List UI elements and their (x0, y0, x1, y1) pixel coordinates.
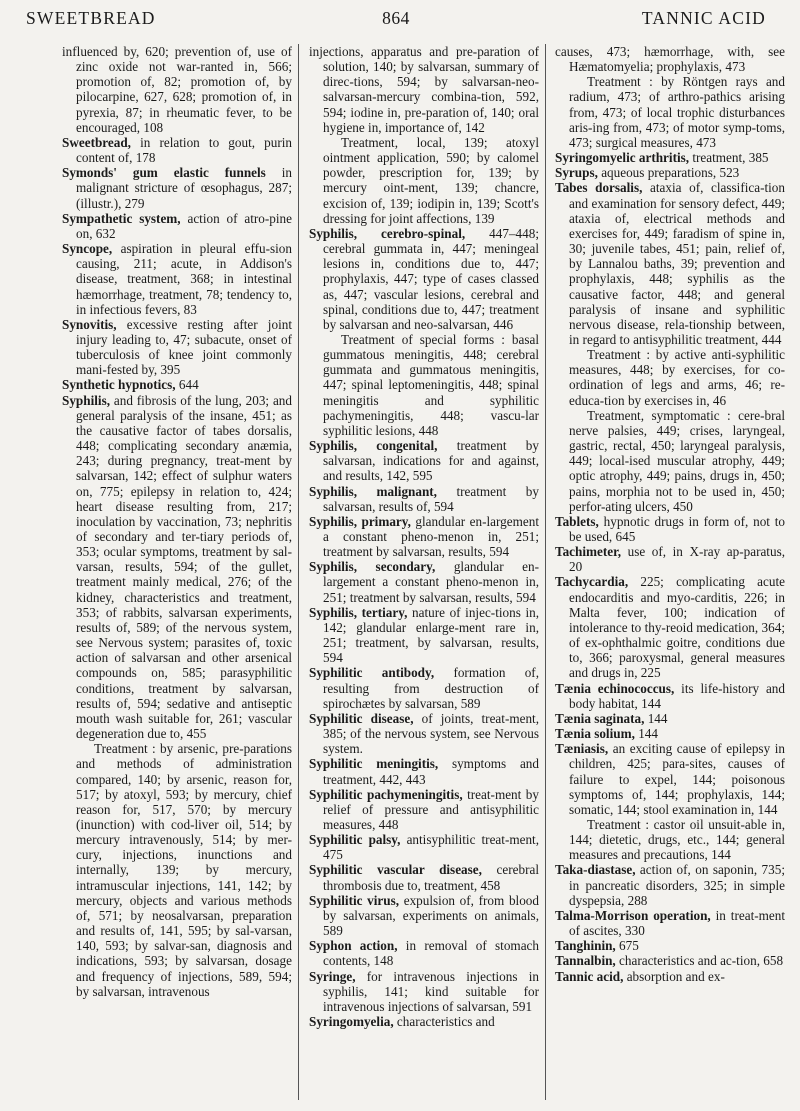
entry-headword: Tablets, (555, 513, 599, 529)
index-column-3 (555, 44, 785, 1104)
entry-text: hypnotic drugs in form of, not to be used, 645 (569, 513, 785, 544)
index-entry (309, 832, 539, 862)
entry-headword: Syphilitic disease, (309, 710, 414, 726)
index-entry (309, 1014, 539, 1029)
index-entry (555, 726, 785, 741)
index-entry (309, 438, 539, 483)
entry-headword: Syphilitic palsy, (309, 832, 401, 848)
index-subentry (309, 332, 539, 438)
index-entry (309, 711, 539, 756)
entry-text: aspiration in pleural effu-sion causing, 211; acute, in Addison's disease, treatment, 368; in intestinal hæmorrhage, treatment, 78; tendency to, in infectious fevers, 83 (76, 241, 292, 317)
index-entry (62, 393, 292, 742)
index-entry (62, 317, 292, 378)
index-entry (62, 377, 292, 392)
entry-text: excessive resting after joint injury leading to, 47; subacute, onset of tuberculosis of knee joint commonly mani-fested by, 395 (76, 316, 292, 378)
entry-text: 225; complicating acute endocarditis and myo-carditis, 226; in Malta fever, 100; indication of intolerance to thy-reoid medication, 364; of ex-ophthalmic goitre, conditions due to, 366; paroxysmal, general measures and drugs in, 225 (569, 574, 785, 681)
index-entry (309, 862, 539, 892)
index-entry (62, 165, 292, 210)
index-entry (309, 226, 539, 332)
entry-text: aqueous preparations, 523 (597, 165, 740, 181)
index-subentry (555, 347, 785, 408)
entry-text: use of, in X-ray ap-paratus, 20 (569, 544, 785, 575)
entry-text: in treat-ment of ascites, 330 (569, 907, 785, 939)
entry-headword: Tachycardia, (555, 574, 629, 590)
entry-text: Treatment of special forms : basal gummatous meningitis, 448; cerebral gummata and gummatous meningitis, 447; spinal leptomeningitis, 448; spinal meningitis and syphilitic pachymeningitis, 448; vascu-lar syphilitic lesions, 448 (323, 331, 539, 438)
header-right-guide-word: TANNIC ACID (641, 8, 766, 28)
entry-headword: Syphilitic virus, (309, 892, 400, 908)
entry-text: 644 (175, 377, 199, 393)
index-entry (309, 484, 539, 514)
index-entry (555, 938, 785, 953)
index-subentry (62, 741, 292, 999)
entry-headword: Symonds' gum elastic funnels (62, 165, 266, 181)
index-entry (309, 969, 539, 1014)
entry-text: cerebral thrombosis due to, treatment, 458 (323, 862, 539, 893)
entry-text: in removal of stomach contents, 148 (323, 938, 539, 969)
entry-headword: Syphilis, malignant, (309, 483, 437, 499)
entry-headword: Tænia saginata, (555, 710, 645, 726)
entry-text: influenced by, 620; prevention of, use of zinc oxide not war-ranted in, 566; promotion of, 82; promotion of, by pilocarpine, 627, 628; promotion of, in pyrexia, 87; in rheumatic fever, to be encouraged, 108 (62, 44, 292, 135)
entry-headword: Syphilis, (62, 392, 111, 408)
entry-text: for intravenous injections in syphilis, 141; kind suitable for intravenous injections of salvarsan, 591 (323, 968, 539, 1014)
entry-text: absorption and ex- (623, 968, 725, 984)
index-column-2 (309, 44, 539, 1104)
entry-headword: Synovitis, (62, 316, 117, 332)
entry-text: Treatment : by active anti-syphilitic measures, 448; by exercises, for co-ordination of legs and arms, 46; re-educa-tion by exercises in, 46 (569, 347, 785, 408)
index-entry (555, 969, 785, 984)
entry-headword: Sweetbread, (62, 134, 131, 150)
entry-text: formation of, resulting from destruction of spirochætes by salvarsan, 589 (323, 665, 539, 711)
entry-headword: Syphilitic antibody, (309, 665, 435, 681)
index-entry (555, 165, 785, 180)
entry-headword: Tannalbin, (555, 953, 616, 969)
index-entry (555, 908, 785, 938)
index-entry (555, 44, 785, 74)
entry-text: treatment by salvarsan, indications for and against, and results, 142, 595 (323, 438, 539, 484)
entry-headword: Syphilis, tertiary, (309, 604, 408, 620)
entry-headword: Tachimeter, (555, 544, 622, 560)
entry-text: 144 (634, 726, 658, 742)
entry-text: Treatment, local, 139; atoxyl ointment application, 590; by calomel powder, prescription for, 139; by mercury oint-ment, 139; chancre, excision of, 139; iodipin in, 139; Scott's dressing for joint affections, 139 (323, 134, 539, 226)
index-subentry (309, 135, 539, 226)
entry-text: symptoms and treatment, 442, 443 (323, 756, 539, 787)
entry-headword: Syphilis, congenital, (309, 438, 438, 454)
entry-headword: Syrups, (555, 165, 598, 181)
entry-headword: Tanghinin, (555, 938, 616, 954)
entry-text: Treatment : by Röntgen rays and radium, 473; of arthro-pathics arising from, 473; of local trophic disturbances aris-ing from, 473; of motor symp-toms, 473; surgical measures, 473 (569, 74, 785, 150)
index-entry (309, 665, 539, 710)
header-left-guide-word: SWEETBREAD (26, 8, 156, 28)
entry-headword: Taka-diastase, (555, 862, 636, 878)
entry-text: injections, apparatus and pre-paration of solution, 140; by salvarsan, summary of direc-tions, 594; by salvarsan-neo-salvarsan-mercury combina-tion, 592, 594; iodine in, pre-paration of, 140; oral hygiene in, importance of, 142 (309, 44, 539, 135)
entry-headword: Syphon action, (309, 938, 398, 954)
entry-headword: Syncope, (62, 241, 113, 257)
index-entry (309, 514, 539, 559)
entry-text: glandular en-largement a constant pheno-menon in, 251; treatment by salvarsan, results, 594 (323, 559, 539, 605)
index-entry (309, 605, 539, 666)
index-entry (555, 574, 785, 680)
entry-headword: Syphilitic vascular disease, (309, 862, 482, 878)
index-subentry (555, 817, 785, 862)
index-entry (555, 150, 785, 165)
entry-text: of joints, treat-ment, 385; of the nervous system, see Nervous system. (323, 710, 539, 757)
entry-headword: Tæniasis, (555, 741, 609, 757)
index-entry (555, 544, 785, 574)
index-entry (309, 559, 539, 604)
index-entry (62, 241, 292, 317)
index-entry (309, 893, 539, 938)
entry-text: and fibrosis of the lung, 203; and general paralysis of the insane, 451; as the causative factor of tabes dorsalis, 448; complicating secondary anæmia, 243; during pregnancy, treat-ment by salvarsan, 142; effect of sulphur waters on, 775; epilepsy in relation to, 424; heart disease resulting from, 217; inoculation by vaccination, 73; nephritis of secondary and ter-tiary periods of, 353; ocular symptoms, treatment by sal-varsan, results, 594; of the gullet, treatment mainly medical, 276; of the kidney, characteristics and treatment, 353; of rabbits, salvarsan experiments, results of, 589; of the nervous system, see Nervous system; parasites of, toxic action of salvarsan and other arsenical compounds on, 585; parasyphilitic conditions, treatment by salvarsan, results of, 594; sedative and antiseptic mouth wash suitable for, 261; vascular degeneration due to, 455 (76, 392, 292, 742)
entry-headword: Synthetic hypnotics, (62, 377, 176, 393)
entry-headword: Tannic acid, (555, 968, 624, 984)
entry-text: Treatment : castor oil unsuit-able in, 144; dietetic, drugs, etc., 144; general measures and precautions, 144 (569, 816, 785, 863)
index-entry (555, 681, 785, 711)
entry-text: antisyphilitic treat-ment, 475 (323, 832, 539, 863)
entry-headword: Syringomyelia, (309, 1014, 394, 1029)
entry-headword: Syphilis, cerebro-spinal, (309, 225, 466, 241)
entry-text: treatment, 385 (689, 150, 769, 166)
entry-text: action of, on saponin, 735; in pancreatic disorders, 325; in simple dyspepsia, 288 (569, 862, 785, 908)
entry-headword: Syphilitic meningitis, (309, 756, 439, 772)
entry-headword: Syphilis, secondary, (309, 559, 436, 575)
entry-headword: Tænia solium, (555, 726, 635, 742)
index-entry (555, 711, 785, 726)
index-entry (309, 938, 539, 968)
column-divider (298, 44, 299, 1100)
entry-text: its life-history and body habitat, 144 (569, 680, 785, 711)
index-entry (309, 756, 539, 786)
entry-text: causes, 473; hæmorrhage, with, see Hæmatomyelia; prophylaxis, 473 (555, 44, 785, 75)
entry-text: characteristics and ac-tion, 658 (615, 953, 784, 969)
index-subentry (555, 74, 785, 150)
index-entry (309, 44, 539, 135)
index-entry (62, 44, 292, 135)
index-entry (555, 180, 785, 347)
entry-text: treatment by salvarsan, results of, 594 (323, 483, 539, 514)
entry-text: characteristics and (393, 1014, 495, 1029)
entry-headword: Tænia echinococcus, (555, 680, 675, 696)
entry-text: an exciting cause of epilepsy in children, 425; para-sites, causes of failure to expel, 144; poisonous symptoms of, 144; prophylaxis, 144; somatic, 144; stool examination in, 144 (569, 741, 785, 817)
index-entry (309, 787, 539, 832)
page-number: 864 (382, 8, 410, 28)
index-entry (62, 135, 292, 165)
index-entry (555, 953, 785, 968)
entry-text: 675 (615, 938, 639, 954)
entry-headword: Syringe, (309, 968, 356, 984)
entry-text: in malignant stricture of œsophagus, 287; (illustr.), 279 (76, 165, 292, 211)
entry-text: 144 (644, 710, 668, 726)
entry-headword: Syphilis, primary, (309, 513, 411, 529)
entry-text: in relation to gout, purin content of, 178 (76, 134, 292, 166)
index-entry (555, 862, 785, 907)
running-header (26, 8, 766, 32)
entry-text: action of atro-pine on, 632 (76, 210, 292, 241)
entry-headword: Sympathetic system, (62, 210, 181, 226)
entry-text: Treatment, symptomatic : cere-bral nerve palsies, 449; crises, laryngeal, gastric, rectal, 450; laryngeal paralysis, 449; local-ised muscular atrophy, 449; optic atrophy, 449; pains, drugs in, 450; pains, morphia not to be used in, 450; perfor-ating ulcers, 450 (569, 407, 785, 514)
entry-text: ataxia of, classifica-tion and examination for sensory defect, 449; ataxia of, electrical methods and exercises for, 449; faradism of spine in, 30; juvenile tabes, 451; pain, relief of, by Lannalou baths, 39; prevention and prophylaxis, 448; syphilis as the causative factor, 448; and general paralysis of insane and syphilitic nervous disease, rela-tionship between, in regard to antisyphilitic treatment, 444 (569, 180, 785, 347)
index-subentry (555, 408, 785, 514)
entry-text: glandular en-largement a constant pheno-menon in, 251; treatment by salvarsan, results, 594 (323, 513, 539, 560)
entry-headword: Talma-Morrison operation, (555, 907, 711, 923)
entry-text: nature of injec-tions in, 142; glandular enlarge-ment rare in, 251; treatment, by salvarsan, results, 594 (323, 604, 539, 666)
entry-text: 447–448; cerebral gummata in, 447; meningeal lesions in, conditions due to, 447; prophylaxis, 447; type of cases classed as, 447; vascular lesions, cerebral and spinal, conditions due to, 447; treatment by salvarsan and neo-salvarsan, 446 (323, 225, 539, 332)
entry-text: expulsion of, from blood by salvarsan, experiments on animals, 589 (323, 892, 539, 939)
index-entry (62, 211, 292, 241)
entry-headword: Syringomyelic arthritis, (555, 150, 690, 166)
index-entry (555, 741, 785, 817)
entry-text: Treatment : by arsenic, pre-parations and methods of administration compared, 140; by arsenic, reason for, 517; by atoxyl, 593; by mercury, chief reason for, 517, 570; by mercury (inunction) with cod-liver oil, 514; by mercury intravenously, 514; by mer-cury, injections, inunctions and internally, 139; by mercury, intramuscular injections, 141, 142; by mercury, objects and various methods of, 571; by neosalvarsan, preparation and results of, 141, 595; by sal-varsan, 140, 593; by salvar-san, diagnosis and indications, 593; by salvarsan, dosage and frequency of injections, 589, 594; by salvarsan, intravenous (76, 741, 292, 999)
column-divider (545, 44, 546, 1100)
entry-headword: Syphilitic pachymeningitis, (309, 786, 463, 802)
index-entry (555, 514, 785, 544)
entry-headword: Tabes dorsalis, (555, 180, 643, 196)
index-column-1 (62, 44, 292, 1104)
entry-text: treat-ment by relief of pressure and antisyphilitic measures, 448 (323, 786, 539, 832)
